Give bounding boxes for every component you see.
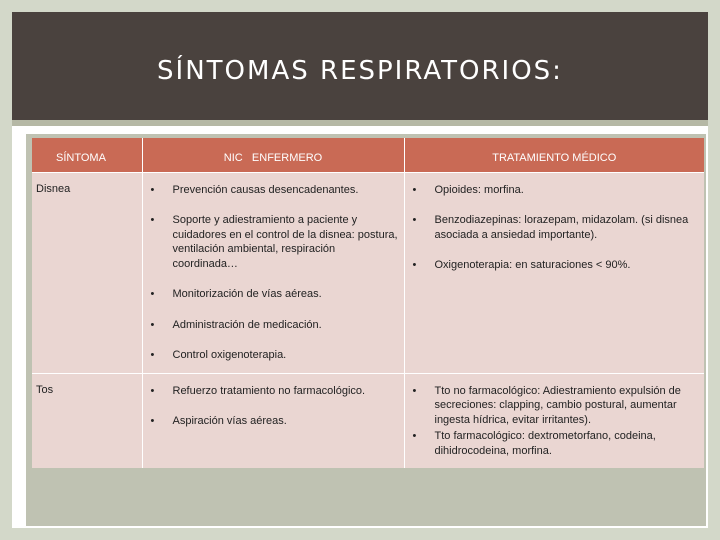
list-item: [409, 429, 701, 458]
list-item: [147, 414, 400, 429]
list-item: [409, 183, 701, 198]
list-item: [147, 348, 400, 363]
bullet-icon: •: [150, 384, 155, 397]
list-item: [147, 318, 400, 333]
title-band: [12, 12, 708, 120]
list-item-text: Tto no farmacológico: Adiestramiento expulsión de secreciones: clapping, cambio postural, aumentar ingesta hídrica, evitar irritantes).: [434, 384, 681, 426]
bullet-icon: •: [150, 288, 155, 300]
slide: [12, 12, 708, 528]
list-item-text: Administración de medicación.: [172, 318, 322, 331]
header-treatment: TRATAMIENTO MÉDICO: [404, 138, 704, 172]
bullet-icon: •: [150, 415, 155, 427]
header-nic: NIC ENFERMERO: [142, 138, 404, 172]
bullet-icon: •: [412, 384, 417, 397]
list-item-text: Soporte y adiestramiento a paciente y cuidadores en el control de la disnea: postura, ventilación ambiental, respiración coordinada…: [172, 214, 398, 270]
nic-list: [147, 183, 400, 363]
bullet-icon: •: [412, 259, 417, 271]
treatment-list: [409, 384, 701, 459]
list-item: [147, 384, 400, 399]
nic-list: [147, 384, 400, 429]
header-symptom: SÍNTOMA: [32, 138, 142, 172]
list-item-text: Oxigenoterapia: en saturaciones < 90%.: [434, 259, 631, 271]
treatment-list: [409, 183, 701, 273]
bullet-icon: •: [412, 214, 417, 226]
list-item-text: Benzodiazepinas: lorazepam, midazolam. (si disnea asociada a ansiedad importante).: [434, 214, 689, 241]
bullet-icon: •: [150, 214, 155, 226]
bullet-icon: •: [412, 430, 417, 442]
list-item: [147, 183, 400, 198]
list-item: [409, 258, 701, 273]
list-item: [409, 213, 701, 242]
bullet-icon: •: [150, 183, 155, 196]
list-item-text: Tto farmacológico: dextrometorfano, codeina, dihidrocodeina, morfina.: [434, 430, 656, 457]
list-item: [409, 384, 701, 428]
list-item: [147, 213, 400, 271]
list-item-text: Monitorización de vías aéreas.: [172, 288, 322, 300]
table-header-row: [32, 138, 704, 172]
bullet-icon: •: [412, 183, 417, 196]
nic-cell: [142, 373, 404, 468]
treatment-cell: [404, 373, 704, 468]
nic-cell: [142, 172, 404, 373]
bullet-icon: •: [150, 318, 155, 331]
list-item-text: Aspiración vías aéreas.: [172, 415, 287, 427]
list-item-text: Opioides: morfina.: [434, 183, 524, 196]
symptom-cell: Disnea: [32, 172, 142, 373]
table-row-tos: [32, 373, 704, 468]
title-divider: [12, 120, 708, 126]
treatment-cell: [404, 172, 704, 373]
slide-title: SÍNTOMAS RESPIRATORIOS:: [157, 56, 563, 86]
list-item-text: Prevención causas desencadenantes.: [172, 183, 359, 196]
list-item-text: Control oxigenoterapia.: [172, 349, 287, 361]
list-item-text: Refuerzo tratamiento no farmacológico.: [172, 384, 366, 397]
symptoms-table: [32, 138, 704, 468]
bullet-icon: •: [150, 349, 155, 361]
symptom-cell: Tos: [32, 373, 142, 468]
table-row-disnea: [32, 172, 704, 373]
list-item: [147, 287, 400, 302]
